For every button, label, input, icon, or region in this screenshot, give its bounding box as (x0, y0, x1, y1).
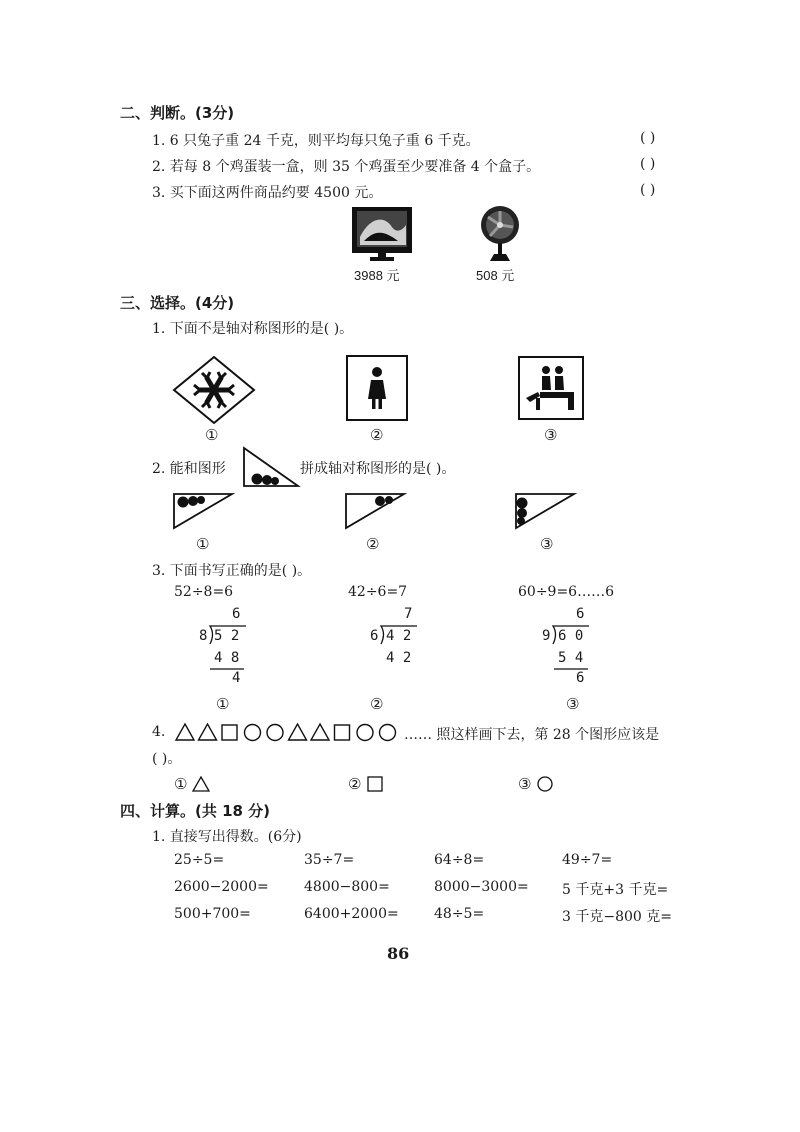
expression-2: 42÷6=7 (348, 584, 408, 600)
division-1-remainder: 4 (232, 670, 241, 686)
triangle-option-2-icon (344, 492, 406, 530)
fan-icon (478, 205, 522, 263)
fan-price: 508 元 (476, 268, 515, 283)
triangle-option-1-icon (172, 492, 234, 530)
choice-q4-option-1[interactable]: ① (174, 775, 188, 793)
judge-item-1: 1. 6 只兔子重 24 千克，则平均每只兔子重 6 千克。 (152, 133, 480, 149)
choice-q1-text: 1. 下面不是轴对称图形的是( )。 (152, 321, 354, 337)
division-1-line (210, 668, 246, 672)
tv-price: 3988 元 (354, 268, 400, 283)
calc-item: 25÷5= (174, 852, 225, 868)
sequence-circle-icon (245, 725, 261, 741)
calc-item: 3 千克−800 克= (562, 909, 672, 925)
triangle-icon (192, 776, 210, 792)
calc-item: 2600−2000= (174, 879, 269, 895)
sequence-circle-icon (380, 725, 396, 741)
sequence-triangle-icon (176, 724, 194, 740)
choice-q2-option-1[interactable]: ① (196, 535, 210, 553)
choice-q3-option-1[interactable]: ① (216, 695, 230, 713)
division-2-quotient: 7 (404, 606, 413, 622)
division-3-dividend: 6 0 (558, 628, 584, 644)
judge-answer-1[interactable]: ( ) (640, 130, 656, 146)
judge-item-3: 3. 买下面这两件商品约要 4500 元。 (152, 185, 383, 201)
page-number: 86 (387, 944, 410, 963)
division-2-dividend: 4 2 (386, 628, 412, 644)
calc-subtitle: 1. 直接写出得数。(6分) (152, 829, 302, 845)
calc-item: 6400+2000= (304, 906, 399, 922)
choice-q2-text-before: 2. 能和图形 (152, 461, 226, 477)
choice-q4-text: …… 照这样画下去，第 28 个图形应该是 (404, 727, 660, 743)
sequence-triangle-icon (289, 724, 307, 740)
seated-people-icon (518, 356, 584, 420)
division-1-dividend: 5 2 (214, 628, 240, 644)
judge-answer-3[interactable]: ( ) (640, 182, 656, 198)
choice-q4-number: 4. (152, 724, 166, 740)
choice-q2-option-3[interactable]: ③ (540, 535, 554, 553)
section-4-title: 四、计算。(共 18 分) (120, 802, 271, 820)
calc-item: 64÷8= (434, 852, 485, 868)
division-2-divisor: 6 (370, 628, 379, 644)
shape-sequence (174, 721, 410, 743)
snowflake-icon (172, 356, 256, 424)
judge-answer-2[interactable]: ( ) (640, 156, 656, 172)
calc-item: 500+700= (174, 906, 251, 922)
division-3-remainder: 6 (576, 670, 585, 686)
calc-item: 8000−3000= (434, 879, 529, 895)
circle-icon (537, 776, 553, 792)
calc-item: 49÷7= (562, 852, 613, 868)
choice-q3-option-3[interactable]: ③ (566, 695, 580, 713)
tv-icon (352, 207, 412, 263)
choice-q1-option-3[interactable]: ③ (544, 426, 558, 444)
sequence-triangle-icon (199, 724, 217, 740)
division-3-line (554, 668, 590, 672)
division-3-quotient: 6 (576, 606, 585, 622)
section-2-title: 二、判断。(3分) (120, 104, 235, 122)
given-triangle-icon (242, 446, 300, 488)
choice-q1-option-1[interactable]: ① (205, 426, 219, 444)
choice-q3-text: 3. 下面书写正确的是( )。 (152, 563, 312, 579)
expression-1: 52÷8=6 (174, 584, 234, 600)
sequence-triangle-icon (311, 724, 329, 740)
choice-q3-option-2[interactable]: ② (370, 695, 384, 713)
division-2-product: 4 2 (386, 650, 412, 666)
section-3-title: 三、选择。(4分) (120, 294, 235, 312)
choice-q2-option-2[interactable]: ② (366, 535, 380, 553)
calc-item: 35÷7= (304, 852, 355, 868)
division-3-product: 5 4 (558, 650, 584, 666)
triangle-option-3-icon (514, 492, 576, 530)
sequence-circle-icon (267, 725, 283, 741)
sequence-circle-icon (357, 725, 373, 741)
square-icon (367, 776, 383, 792)
calc-item: 5 千克+3 千克= (562, 882, 669, 898)
sequence-square-icon (335, 725, 350, 740)
choice-q4-line2: ( )。 (152, 751, 182, 767)
expression-3: 60÷9=6……6 (518, 584, 614, 600)
calc-item: 4800−800= (304, 879, 390, 895)
division-1-product: 4 8 (214, 650, 240, 666)
choice-q1-option-2[interactable]: ② (370, 426, 384, 444)
choice-q2-text-after: 拼成轴对称图形的是( )。 (300, 461, 456, 477)
woman-sign-icon (346, 355, 408, 421)
division-1-divisor: 8 (199, 628, 208, 644)
division-1-quotient: 6 (232, 606, 241, 622)
sequence-square-icon (222, 725, 237, 740)
choice-q4-option-2[interactable]: ② (348, 775, 362, 793)
choice-q4-option-3[interactable]: ③ (518, 775, 532, 793)
calc-item: 48÷5= (434, 906, 485, 922)
judge-item-2: 2. 若每 8 个鸡蛋装一盒，则 35 个鸡蛋至少要准备 4 个盒子。 (152, 159, 541, 175)
division-3-divisor: 9 (542, 628, 551, 644)
